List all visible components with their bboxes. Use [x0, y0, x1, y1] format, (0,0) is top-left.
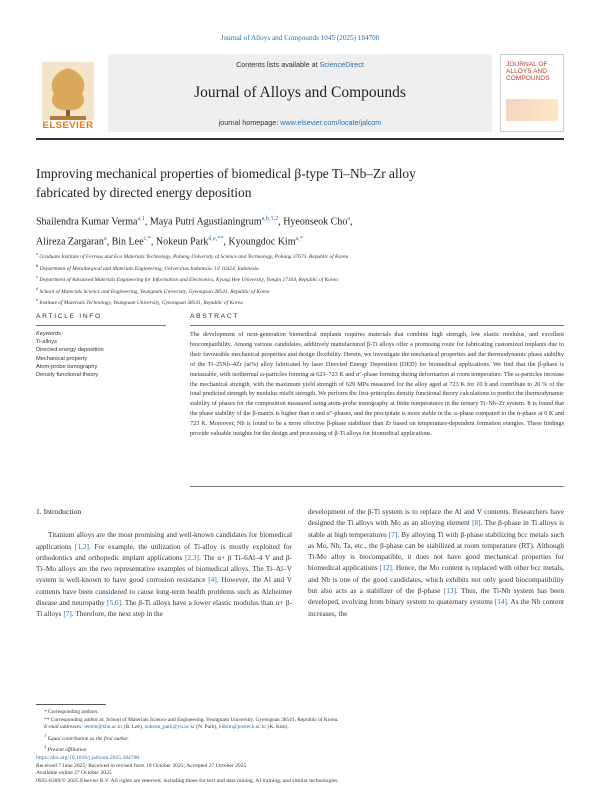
article-info-heading: ARTICLE INFO [36, 313, 102, 320]
author-line: Shailendra Kumar Verma$^{a,1}$, Maya Putri Agustianingrum$^{a,b,1,2}$, Hyeonseok Cho$^a$, [36, 215, 353, 228]
contents-availability [108, 60, 492, 69]
email-link[interactable]: nokeun_park@yu.ac.kr [144, 724, 195, 731]
footnote-corresponding-address: ** Corresponding author at: School of Materials Science and Engineering, Yeungnam University, Gyeongsan 38541, Republic of Korea. [44, 716, 339, 723]
citation-link[interactable]: [13] [443, 586, 457, 596]
citation-link[interactable]: [4] [208, 575, 217, 585]
author-name[interactable]: Hyeonseok Cho [283, 216, 348, 228]
citation-link[interactable]: [12] [379, 563, 392, 573]
author-name[interactable]: Alireza Zargaran [36, 236, 104, 248]
footnotes [36, 709, 564, 755]
footnote-corresponding: * Corresponding authors. [44, 709, 99, 715]
affiliation-item [36, 285, 564, 297]
abstract-heading: ABSTRACT [190, 313, 240, 320]
author-affiliation-marker[interactable]: d,e,** [208, 235, 224, 243]
received-dates: Received 7 June 2025; Received in revised form 19 October 2025; Accepted 27 October 2025 [36, 762, 247, 769]
title-line: Improving mechanical properties of biomedical β-type Ti–Nb–Zr alloy [36, 166, 416, 181]
author-line: Alireza Zargaran$^a$, Bin Lee$^{c,*}$, Nokeun Park$^{d,e,**}$, Kyoungdoc Kim$^{a,*}$ [36, 235, 303, 248]
footnote-marker: 2 [44, 744, 47, 750]
author-name[interactable]: Kyoungdoc Kim [228, 236, 296, 248]
intro-paragraph-continued: development of the β-Ti system is to replace the Al and V contents. Researchers have designed the Ti alloys with Mo as an alloying element [8]. The β-phase in Ti alloys is stable at high temperatures [7]. By alloying Ti with β-phase stabilizing bcc metals such as Mo, Nb, Ta, etc., the β-phase can be stabilized at room temperature (RT). Although Ti-Mo alloy is biocompatible, it does not have good mechanical properties for biomedical applications [12]. Hence, the Mo content is replaced with other bcc metals, and Nb is one of the good candidates, which exhibits not only good biocompatibility but also acts as a stabilizer of the β-phase [13]. Thus, the Ti-Nb system has been developed, evolving from binary system to quaternary systems [14]. As the Nb content increases, the [308, 507, 564, 618]
affiliation-item [36, 273, 564, 285]
keyword-item: Atom-probe tomography [36, 363, 98, 370]
article-info-rule [36, 325, 166, 326]
author-affiliation-marker[interactable]: c,* [143, 235, 151, 243]
cover-title-line: JOURNAL OF [506, 61, 548, 68]
keyword-item: Mechanical property [36, 355, 88, 362]
sciencedirect-link[interactable]: ScienceDirect [319, 60, 364, 69]
citation-link[interactable]: [2,3] [185, 552, 199, 562]
cover-title [506, 61, 550, 83]
author-name[interactable]: Nokeun Park [155, 236, 209, 248]
footnote-text: Present affiliation [47, 746, 87, 753]
affiliation-text: Department of Metallurgical and Materials Engineering, Universitas Indonesia, UI 16424, Indonesia [39, 265, 259, 272]
cover-title-line: ALLOYS AND [506, 68, 548, 76]
article-title [36, 164, 556, 202]
author-name[interactable]: Shailendra Kumar Verma [36, 216, 138, 228]
cover-title-line: COMPOUNDS [506, 75, 550, 83]
footnote-present-affiliation [36, 743, 564, 754]
title-line: fabricated by directed energy deposition [36, 185, 252, 200]
citation-link[interactable]: [7] [63, 609, 72, 619]
masthead-divider [36, 138, 564, 140]
online-date: Available online 27 October 2025 [36, 770, 112, 777]
publisher-name: ELSEVIER [42, 120, 94, 131]
affiliation-text: School of Materials Science and Engineering, Yeungnam University, Gyeongsan 38541, Republic of Korea [39, 288, 270, 295]
homepage-prefix: journal homepage: [218, 118, 281, 127]
journal-masthead [36, 50, 564, 134]
footnote-emails: E-mail addresses: leebin@khu.ac.kr (B. Lee), nokeun_park@yu.ac.kr (N. Park), kdkim@postech.ac.kr (K. Kim). [44, 724, 289, 731]
keywords-label: Keywords: [36, 331, 63, 337]
affiliation-item [36, 250, 564, 262]
affiliation-marker: b [36, 262, 39, 268]
author-affiliation-marker[interactable]: a,1 [137, 215, 145, 222]
affiliation-marker: a [36, 251, 38, 256]
copyright-line: 0925-8388/© 2025 Elsevier B.V. All rights are reserved, including those for text and data mining, AI training, and similar technologies. [36, 778, 339, 785]
email-label: E-mail addresses: [44, 724, 85, 731]
abstract-bottom-rule [190, 486, 564, 487]
author-affiliation-marker[interactable]: a,b,1,2 [261, 215, 279, 222]
section-heading-introduction: 1. Introduction [36, 507, 82, 516]
contents-prefix: Contents lists available at [236, 60, 320, 69]
affiliation-text: Institute of Materials Technology, Yeungnam University, Gyeongsan 38541, Republic of Korea [39, 300, 243, 307]
masthead-center-panel [108, 54, 492, 132]
email-link[interactable]: leebin@khu.ac.kr [84, 724, 123, 731]
affiliation-item [36, 262, 564, 274]
author-name[interactable]: Maya Putri Agustianingrum [149, 216, 262, 228]
abstract-text: The development of next-generation biomedical implants requires materials that combine high strength, low elastic modulus, and excellent biocompatibility. Among various candidates, additively manufactured β-Ti alloys offer a promising route for fabricating customized implants due to their favourable mechanical properties and design flexibility. Herein, we investigate the mechanical properties and the thermodynamic phase stability of the Ti–25Nb–4Zr (at%) alloy fabricated by laser Directed Energy Deposition (DED) for biomedical applications. We find that the β-phase is metastable, with isothermal ω-particles forming at 623–723 K and α″-phase forming during deformation at room temperature. The ω-particles increase the mechanical strength, with the maximum yield strength of 629 MPa measured for the alloy aged at 723 K for 10 h and contribute to 20 % of the total predicted strength by modulus misfit strength. We perform the first-principles density functional theory calculations to predict the thermodynamic stability of phases for the composition measured using atom-probe tomography at finite temperatures in the ternary Ti–Nb–Zr system. It is found that the phase stability of the β-matrix is higher than α and α″-phases, and the precipitate is more stable in the ω-phase compared to the α-phase at 0 K and 723 K. Moreover, Nb is found to be a more effective β-phase stabilizer than Zr based on temperature-dependent formation energies. These findings provide valuable insights for the design and processing of β-Ti alloys for biomedical applications. [190, 331, 564, 438]
keyword-item: Directed energy deposition [36, 347, 104, 354]
footnote-divider [36, 704, 106, 705]
affiliation-marker: d [36, 285, 39, 291]
author-list [36, 210, 564, 251]
affiliation-item [36, 296, 564, 308]
footnote-equal-contribution [36, 732, 564, 743]
affiliation-text: Department of Advanced Materials Engineering for Information and Electronics, Kyung Hee University, Yongin 17104, Republic of Korea [39, 276, 338, 283]
body-column-left [36, 506, 292, 620]
author-affiliation-marker[interactable]: a,* [295, 235, 303, 243]
abstract-rule [190, 325, 564, 326]
keyword-item: Ti-alloys [36, 339, 57, 346]
intro-paragraph: Titanium alloys are the most promising and well-known candidates for biomedical applications [1,2]. For example, the utilization of Ti-alloy is mostly exploited for orthodontics and orthopedic implant applications [2,3]. The α+ β Ti–6Al–4 V and β-Ti–Mo alloys are the two representative examples of biomedical alloys. The Ti–Al–V system is well-known to have good corrosion resistance [4]. However, the Al and V contents have been considered to cause long-term health problems such as Alzheimer disease and neuropathy [5,6]. The β-Ti alloys have a lower elastic modulus than α+ β-Ti alloys [7]. Therefore, the next step in the [36, 530, 292, 619]
publication-info [36, 755, 564, 786]
cover-decoration [506, 99, 558, 121]
journal-name: Journal of Alloys and Compounds [194, 84, 406, 101]
homepage-link[interactable]: www.elsevier.com/locate/jalcom [280, 118, 382, 127]
footnote-marker: 1 [44, 732, 47, 738]
citation-link[interactable]: [8] [472, 518, 481, 528]
citation-link[interactable]: [14] [494, 597, 507, 607]
citation-link[interactable]: [5,6] [107, 598, 121, 608]
email-link[interactable]: kdkim@postech.ac.kr [219, 724, 267, 731]
journal-reference-header[interactable]: Journal of Alloys and Compounds 1045 (2025) 184700 [220, 34, 380, 42]
journal-cover-thumbnail [500, 54, 564, 132]
author-affiliation-marker[interactable]: a [347, 215, 351, 222]
author-name[interactable]: Bin Lee [111, 236, 144, 248]
affiliation-marker: e [36, 297, 38, 303]
affiliation-list [36, 250, 564, 308]
footnote-text: Equal contribution as the first author [47, 735, 129, 742]
keywords-block [36, 330, 166, 379]
body-column-right [308, 506, 564, 619]
doi-link[interactable]: https://doi.org/10.1016/j.jallcom.2025.184700 [36, 755, 140, 761]
affiliation-text: Graduate Institute of Ferrous and Eco Materials Technology, Pohang University of Science and Technology, Pohang 37673, Republic of Korea [39, 253, 349, 260]
affiliation-marker: c [36, 274, 38, 280]
citation-link[interactable]: [7] [388, 529, 398, 539]
author-affiliation-marker[interactable]: a [103, 235, 107, 243]
keyword-item: Density functional theory [36, 372, 99, 379]
citation-link[interactable]: [1,2] [74, 541, 89, 551]
journal-homepage [108, 118, 492, 127]
